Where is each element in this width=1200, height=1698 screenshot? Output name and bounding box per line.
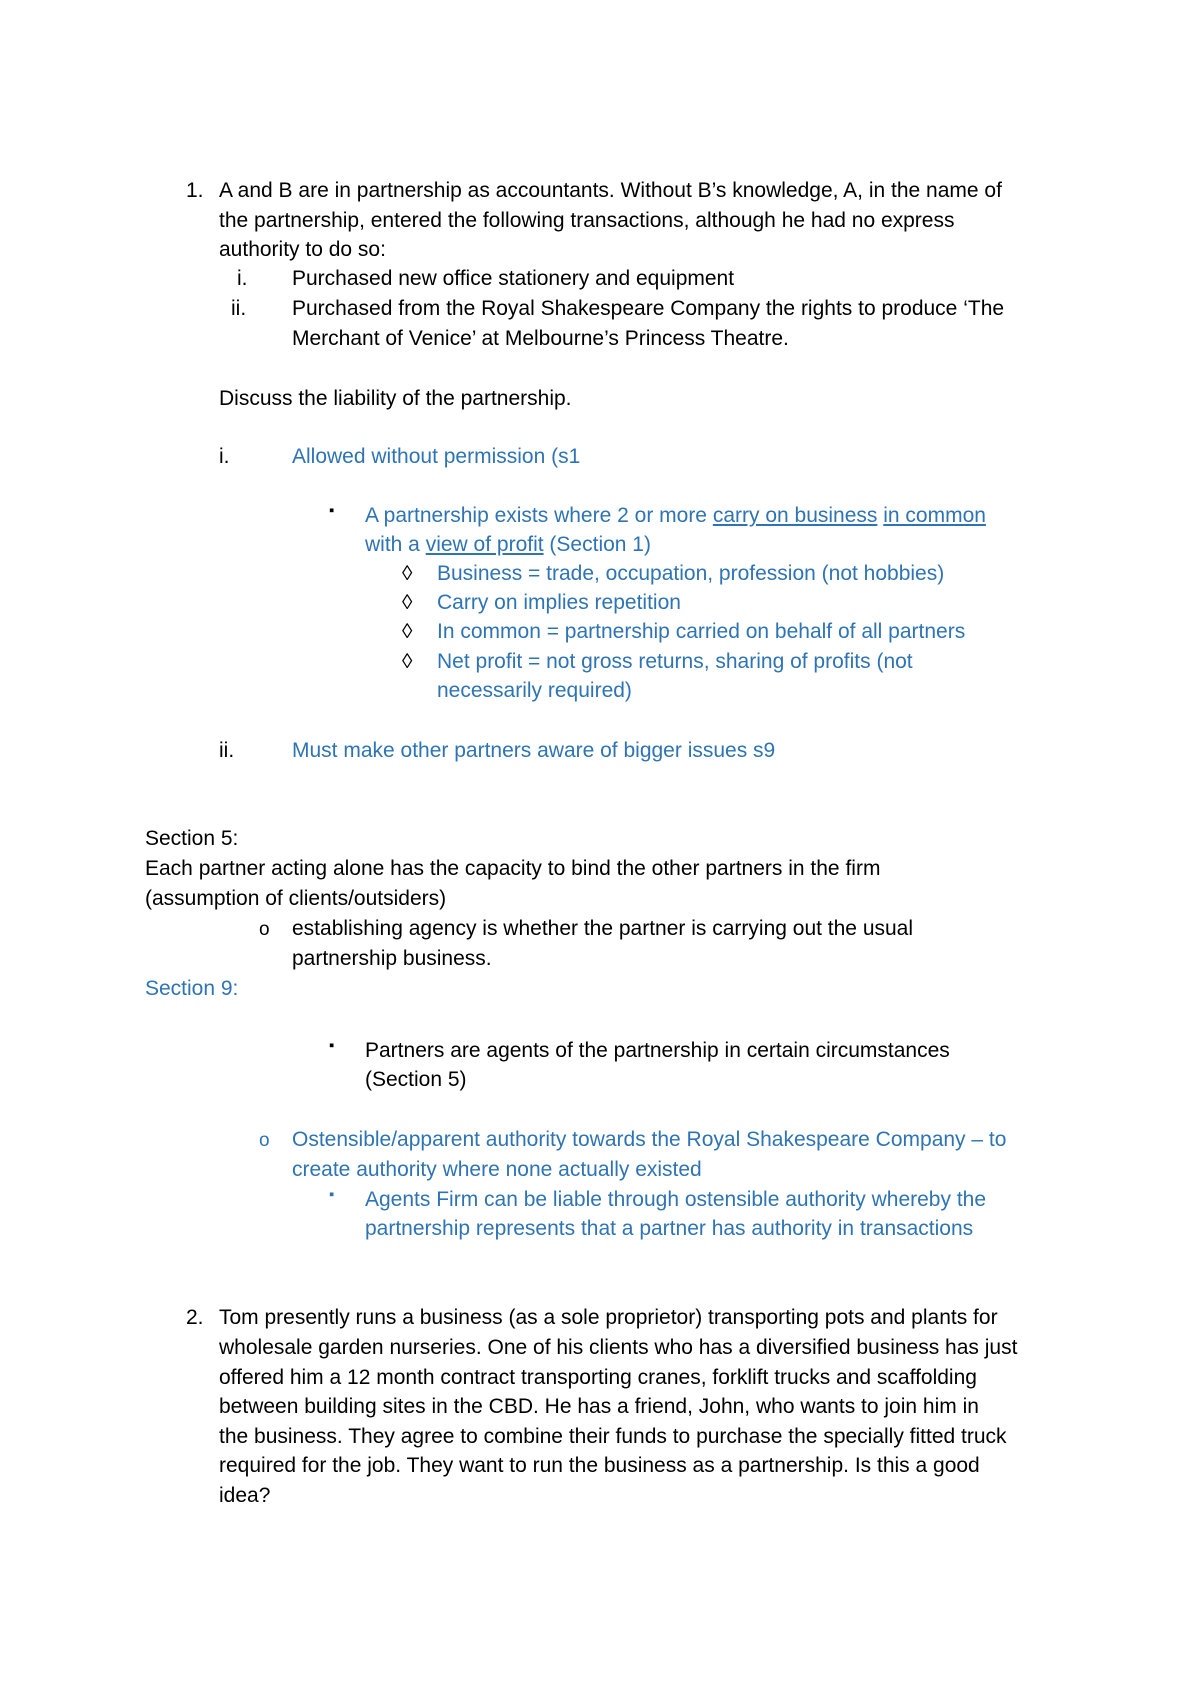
answer-heading: Must make other partners aware of bigger issues s9	[292, 739, 776, 762]
question-2-line: wholesale garden nurseries. One of his clients who has a diversified business has just	[219, 1336, 1018, 1359]
question-2-line: between building sites in the CBD. He has a friend, John, who wants to join him in	[219, 1395, 979, 1418]
section-5-text: Each partner acting alone has the capacity to bind the other partners in the firm	[145, 857, 881, 880]
ostensible-text: create authority where none actually existed	[292, 1158, 702, 1181]
sub-point: necessarily required)	[437, 679, 632, 702]
circle-bullet: o	[259, 919, 270, 940]
question-1-line: the partnership, entered the following transactions, although he had no express	[219, 209, 955, 232]
diamond-bullet: ◊	[402, 562, 413, 585]
square-bullet: ▪	[329, 1037, 335, 1054]
ostensible-text: Ostensible/apparent authority towards the Royal Shakespeare Company – to	[292, 1128, 1007, 1151]
section-9-heading: Section 9:	[145, 977, 239, 1000]
item-text: Merchant of Venice’ at Melbourne’s Princess Theatre.	[292, 327, 789, 350]
sub-point: In common = partnership carried on behalf of all partners	[437, 620, 966, 643]
firm-liability-text: partnership represents that a partner has authority in transactions	[365, 1217, 974, 1240]
circle-bullet: o	[259, 1130, 270, 1151]
item-marker: ii.	[231, 297, 247, 320]
agency-text: establishing agency is whether the partner is carrying out the usual	[292, 917, 914, 940]
question-1-line: authority to do so:	[219, 238, 386, 261]
sub-point: Carry on implies repetition	[437, 591, 681, 614]
discuss-prompt: Discuss the liability of the partnership.	[219, 387, 572, 410]
diamond-bullet: ◊	[402, 650, 413, 673]
question-2-number: 2.	[186, 1306, 204, 1329]
partnership-definition: with a view of profit (Section 1)	[365, 533, 651, 556]
question-2-line: the business. They agree to combine their funds to purchase the specially fitted truck	[219, 1425, 1007, 1448]
diamond-bullet: ◊	[402, 591, 413, 614]
agents-text: (Section 5)	[365, 1068, 467, 1091]
item-marker: i.	[237, 267, 248, 290]
square-bullet: ▪	[329, 1186, 335, 1203]
question-2-line: Tom presently runs a business (as a sole proprietor) transporting pots and plants for	[219, 1306, 998, 1329]
question-1-line: A and B are in partnership as accountants. Without B’s knowledge, A, in the name of	[219, 179, 1002, 202]
firm-liability-text: Agents Firm can be liable through ostensible authority whereby the	[365, 1188, 987, 1211]
answer-heading: Allowed without permission (s1	[292, 445, 581, 468]
answer-marker: ii.	[219, 739, 235, 762]
item-text: Purchased new office stationery and equipment	[292, 267, 735, 290]
partnership-definition: A partnership exists where 2 or more carry on business in common	[365, 504, 986, 527]
question-2-line: offered him a 12 month contract transporting cranes, forklift trucks and scaffolding	[219, 1366, 977, 1389]
sub-point: Business = trade, occupation, profession (not hobbies)	[437, 562, 945, 585]
section-5-heading: Section 5:	[145, 827, 239, 850]
sub-point: Net profit = not gross returns, sharing of profits (not	[437, 650, 913, 673]
item-text: Purchased from the Royal Shakespeare Company the rights to produce ‘The	[292, 297, 1005, 320]
question-2-line: required for the job. They want to run the business as a partnership. Is this a good	[219, 1454, 980, 1477]
answer-marker: i.	[219, 445, 230, 468]
square-bullet: ▪	[329, 502, 335, 519]
question-1-number: 1.	[186, 179, 204, 202]
question-2-line: idea?	[219, 1484, 271, 1507]
section-5-text: (assumption of clients/outsiders)	[145, 887, 447, 910]
agency-text: partnership business.	[292, 947, 492, 970]
agents-text: Partners are agents of the partnership in certain circumstances	[365, 1039, 950, 1062]
diamond-bullet: ◊	[402, 620, 413, 643]
